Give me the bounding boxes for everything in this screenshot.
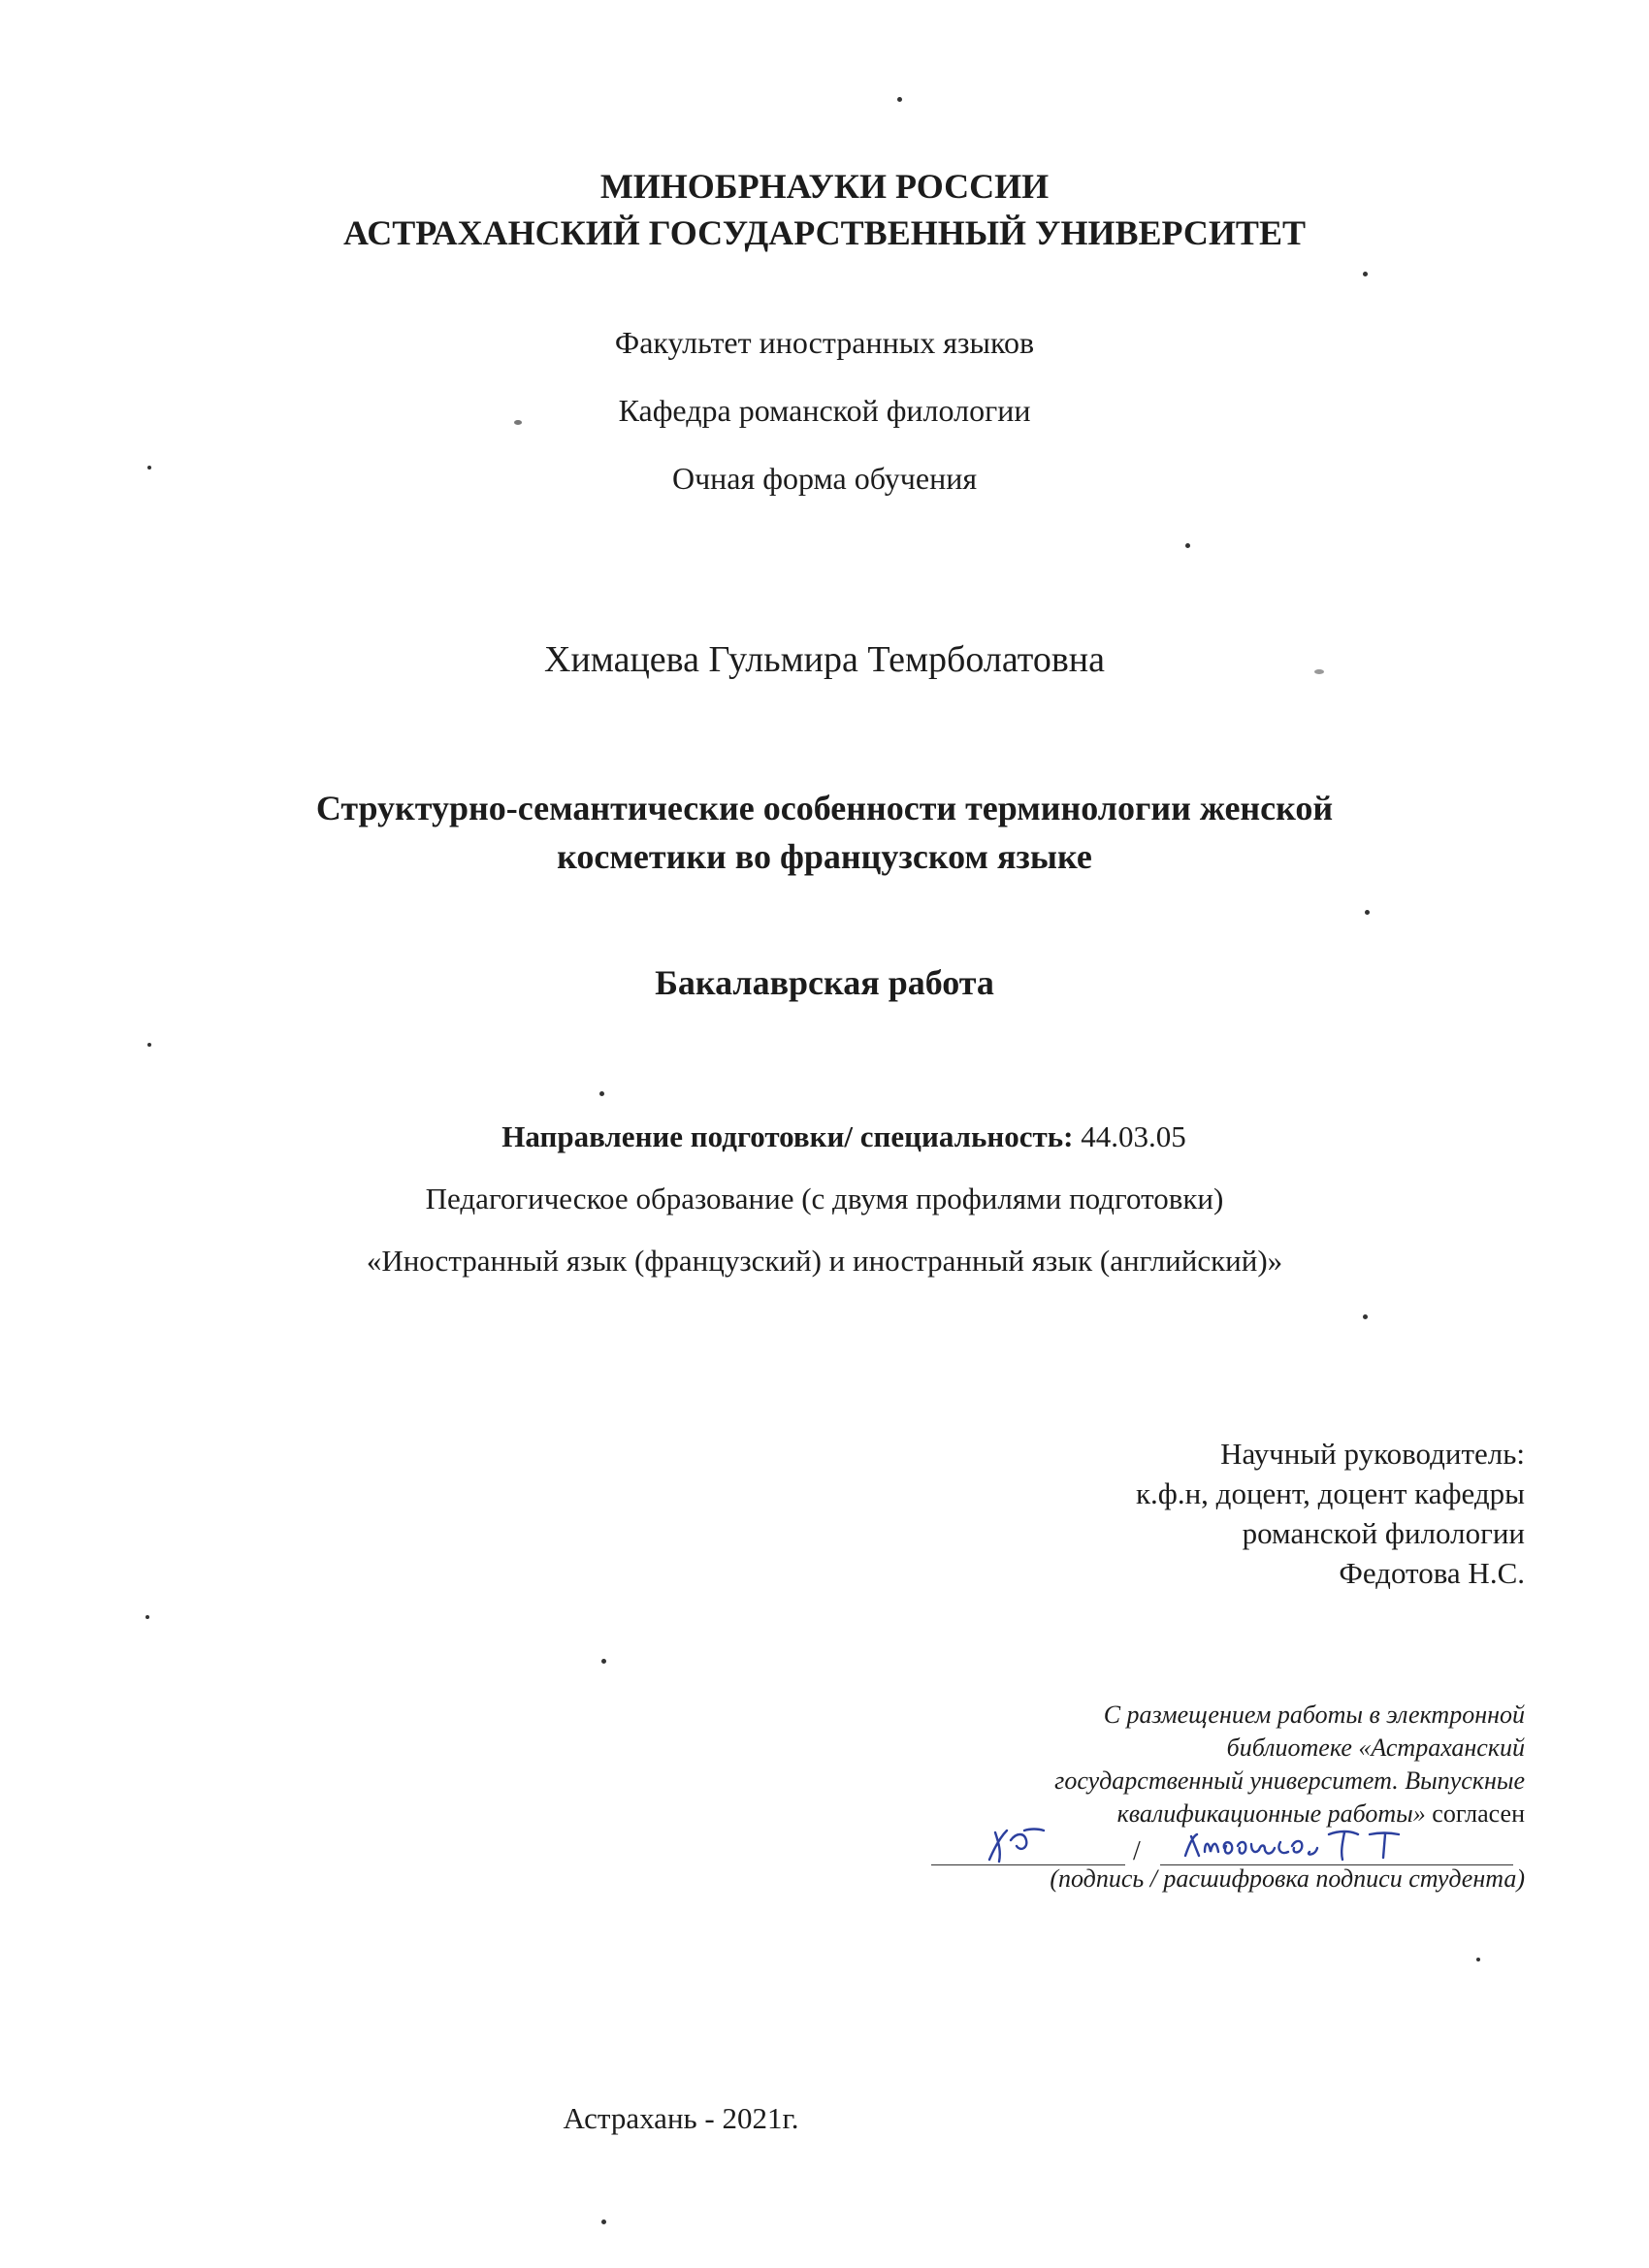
signature-separator: / [1133,1836,1141,1866]
supervisor-department: романской филологии [1242,1516,1525,1550]
signature-caption: (подпись / расшифровка подписи студента) [1050,1864,1525,1893]
direction-line-1 [0,1106,1649,1168]
scan-speck [1363,272,1368,276]
scan-speck [1314,669,1324,674]
student-name: Химацева Гульмира Темрболатовна [544,639,1105,680]
scan-speck [1185,543,1190,548]
city-year: Астрахань - 2021г. [563,2101,799,2135]
consent-line-3: государственный университет. Выпускные [1054,1766,1525,1795]
faculty-name: Факультет иностранных языков [614,325,1035,360]
consent-line-4-text: квалификационные работы» [1116,1799,1426,1828]
signature-line [931,1831,1533,1869]
ministry-header [0,163,1649,256]
university-name: АСТРАХАНСКИЙ ГОСУДАРСТВЕННЫЙ УНИВЕРСИТЕТ [343,213,1306,252]
scan-speck [599,1091,604,1096]
thesis-title [0,784,1649,881]
scan-speck [147,1043,151,1047]
scan-speck [601,1659,606,1664]
study-form: Очная форма обучения [671,461,978,496]
direction-block [0,1106,1649,1292]
scan-speck [514,420,522,425]
direction-label: Направление подготовки/ специальность: [501,1119,1074,1153]
thesis-title-line-2: косметики во французском языке [557,837,1092,876]
work-type: Бакалаврская работа [655,963,994,1002]
faculty-block [0,308,1649,512]
direction-code: 44.03.05 [1081,1119,1186,1153]
supervisor-degree: к.ф.н, доцент, доцент кафедры [1135,1476,1525,1510]
consent-line-1: С размещением работы в электронной [1103,1701,1525,1729]
consent-agreed: согласен [1432,1799,1525,1828]
scan-speck [146,1615,149,1619]
thesis-title-line-1: Структурно-семантические особенности терминологии женской [315,789,1334,827]
scan-speck [147,466,151,470]
scan-speck [1365,910,1370,915]
scan-speck [1363,1314,1368,1319]
scan-speck [601,2219,606,2224]
consent-line-2: библиотеке «Астраханский [1226,1733,1525,1762]
scan-speck [897,97,902,102]
supervisor-block [1136,1434,1525,1593]
consent-block [885,1699,1525,1831]
direction-line-3: «Иностранный язык (французский) и иностранный язык (английский)» [366,1244,1283,1278]
supervisor-name: Федотова Н.С. [1339,1556,1525,1590]
direction-line-2: Педагогическое образование (с двумя профилями подготовки) [425,1182,1224,1215]
scan-speck [1476,1958,1480,1961]
ministry-name: МИНОБРНАУКИ РОССИИ [599,167,1050,206]
department-name: Кафедра романской филологии [618,393,1031,428]
supervisor-label: Научный руководитель: [1220,1437,1525,1471]
